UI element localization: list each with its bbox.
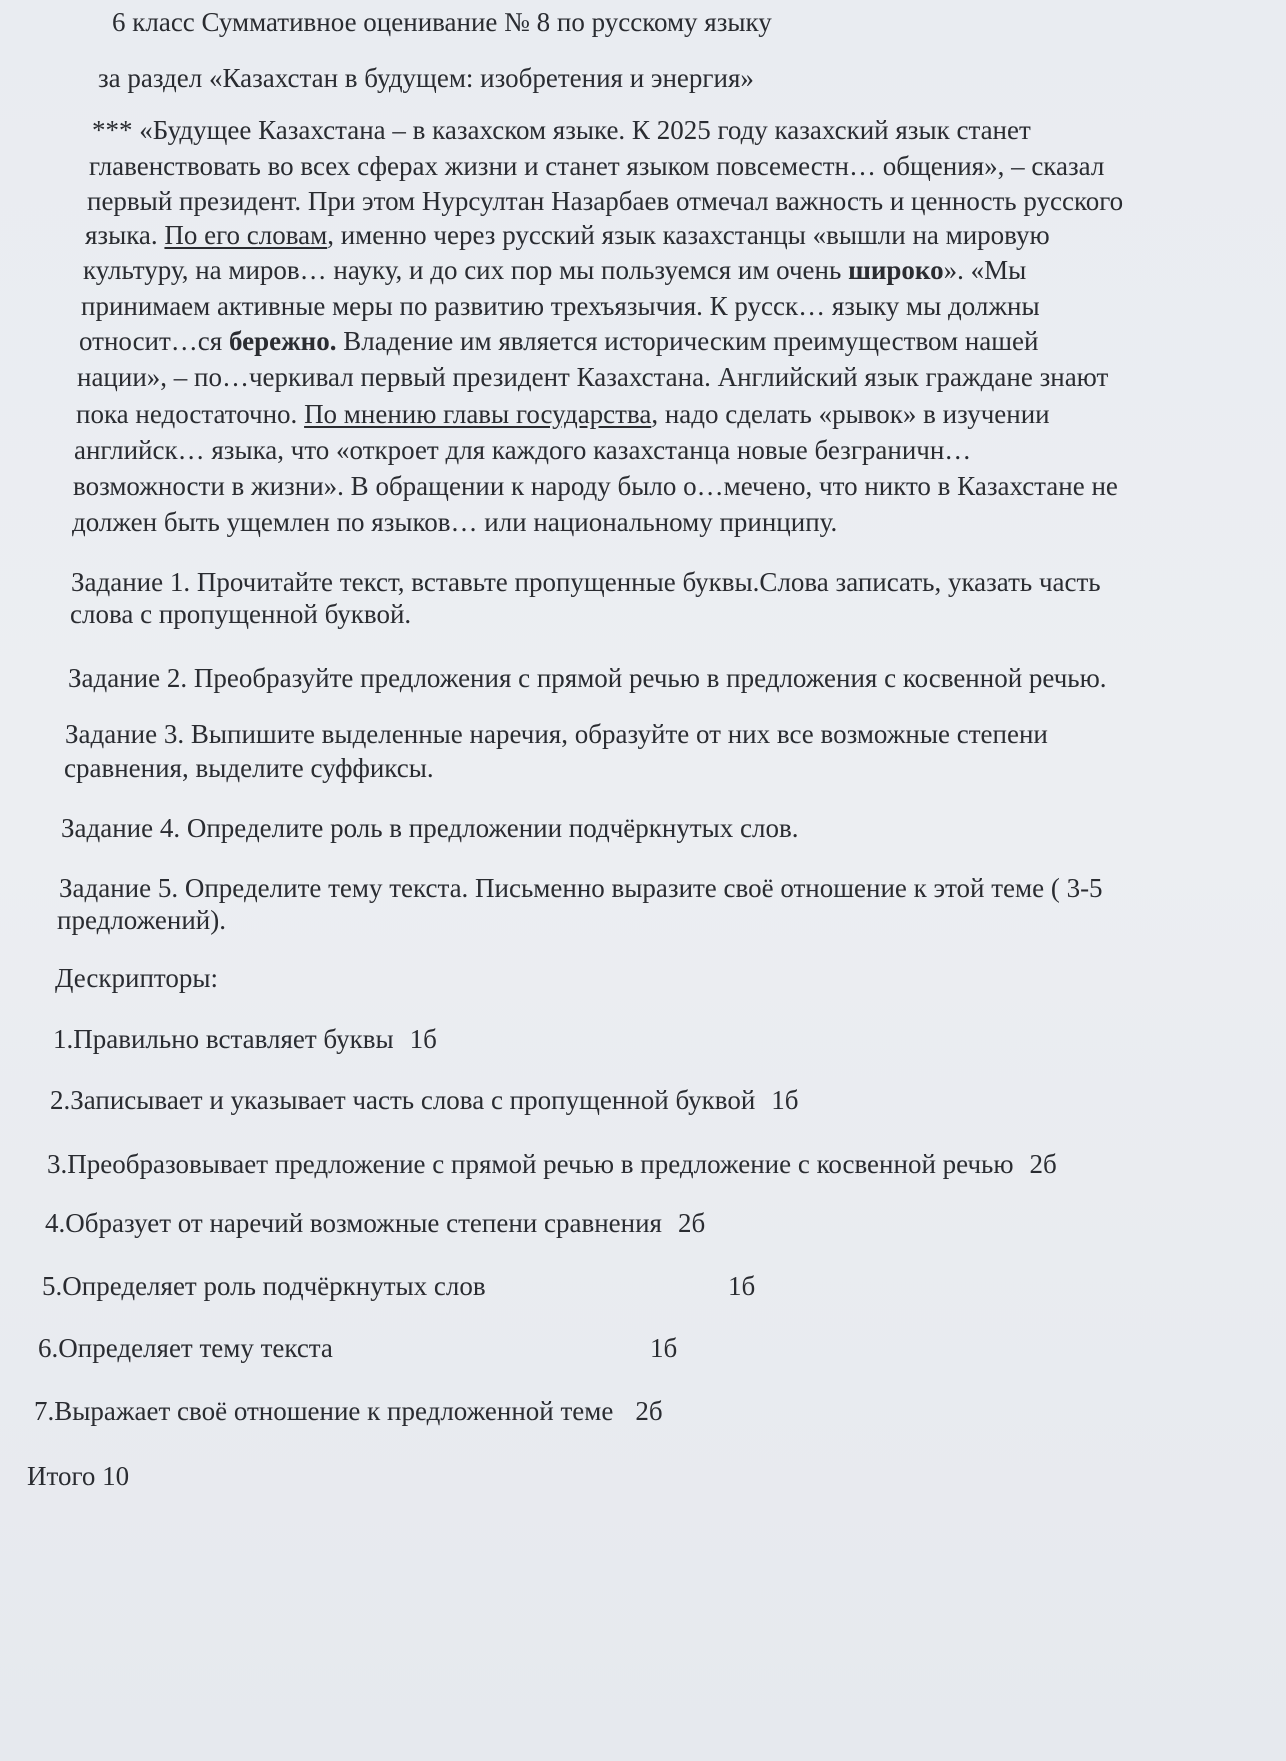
descriptor-2-points: 1б (771, 1085, 799, 1115)
descriptor-4-text: 4.Образует от наречий возможные степени сравнения (45, 1208, 662, 1238)
descriptor-6-text: 6.Определяет тему текста (38, 1333, 333, 1363)
descriptor-5 (42, 1270, 756, 1302)
text-line-5-end: ». «Мы (943, 255, 1027, 285)
descriptor-6-points: 1б (650, 1333, 678, 1363)
text-line-7-end: Владение им является историческим преимуществом нашей (336, 326, 1039, 356)
task-1-line-2: слова с пропущенной буквой. (70, 599, 412, 629)
header-line-2: за раздел «Казахстан в будущем: изобретения и энергия» (98, 63, 754, 93)
task-2: Задание 2. Преобразуйте предложения с прямой речью в предложения с косвенной речью. (68, 663, 1107, 693)
descriptor-7-text: 7.Выражает своё отношение к предложенной теме (34, 1396, 614, 1426)
descriptor-2 (50, 1084, 799, 1116)
text-line-2: главенствовать во всех сферах жизни и станет языком повсеместн… общения», – сказал (89, 151, 1105, 181)
descriptor-3 (47, 1148, 1057, 1180)
descriptor-4 (45, 1207, 705, 1239)
header-line-1: 6 класс Суммативное оценивание № 8 по русскому языку (112, 7, 772, 37)
descriptor-5-text: 5.Определяет роль подчёркнутых слов (42, 1271, 486, 1301)
descriptor-3-text: 3.Преобразовывает предложение с прямой речью в предложение с косвенной речью (47, 1149, 1014, 1179)
task-5-line-2: предложений). (57, 905, 226, 935)
task-4: Задание 4. Определите роль в предложении подчёркнутых слов. (61, 813, 799, 843)
text-line-8: нации», – по…черкивал первый президент Казахстана. Английский язык граждане знают (77, 362, 1109, 392)
text-line-5 (83, 254, 1026, 286)
text-line-3: первый президент. При этом Нурсултан Назарбаев отмечал важность и ценность русского (87, 186, 1124, 216)
text-line-4 (85, 219, 1050, 251)
descriptor-1 (53, 1023, 437, 1055)
task-3-line-1: Задание 3. Выпишите выделенные наречия, образуйте от них все возможные степени (65, 719, 1048, 749)
total: Итого 10 (27, 1461, 130, 1491)
text-line-4-start: языка. (85, 220, 165, 250)
underlined-phrase-1: По его словам (164, 220, 328, 250)
descriptor-4-points: 2б (677, 1208, 706, 1238)
text-line-7-start: относит…ся (79, 326, 229, 356)
task-3-line-2: сравнения, выделите суффиксы. (64, 753, 434, 783)
descriptor-1-points: 1б (409, 1024, 437, 1054)
text-line-9 (76, 398, 1050, 430)
task-5-line-1: Задание 5. Определите тему текста. Письменно выразите своё отношение к этой теме ( 3-5 (59, 873, 1103, 903)
text-line-12: должен быть ущемлен по языков… или национальному принципу. (72, 507, 838, 537)
descriptor-7 (34, 1395, 663, 1427)
text-line-1: *** «Будущее Казахстана – в казахском языке. К 2025 году казахский язык станет (92, 115, 1031, 145)
text-line-4-end: , именно через русский язык казахстанцы «вышли на мировую (327, 220, 1050, 250)
descriptor-5-points: 1б (728, 1271, 756, 1301)
bold-adverb-1: широко (848, 255, 944, 285)
descriptors-title: Дескрипторы: (55, 963, 218, 993)
text-line-9-start: пока недостаточно. (76, 399, 305, 429)
text-line-10: английск… языка, что «откроет для каждого казахстанца новые безграничн… (74, 435, 972, 465)
bold-adverb-2: бережно. (228, 326, 337, 356)
descriptor-3-points: 2б (1029, 1149, 1057, 1179)
text-line-9-end: , надо сделать «рывок» в изучении (651, 399, 1050, 429)
descriptor-7-points: 2б (635, 1396, 663, 1426)
text-line-7 (79, 325, 1038, 357)
text-line-5-start: культуру, на миров… науку, и до сих пор мы пользуемся им очень (83, 255, 849, 285)
task-1-line-1: Задание 1. Прочитайте текст, вставьте пропущенные буквы.Слова записать, указать часть (71, 567, 1101, 597)
text-line-11: возможности в жизни». В обращении к народу было о…мечено, что никто в Казахстане не (73, 471, 1118, 501)
descriptor-1-text: 1.Правильно вставляет буквы (53, 1024, 394, 1054)
underlined-phrase-2: По мнению главы государства (304, 399, 652, 429)
descriptor-6 (38, 1332, 678, 1364)
text-line-6: принимаем активные меры по развитию трехъязычия. К русск… языку мы должны (81, 291, 1040, 321)
descriptor-2-text: 2.Записывает и указывает часть слова с пропущенной буквой (50, 1085, 756, 1115)
